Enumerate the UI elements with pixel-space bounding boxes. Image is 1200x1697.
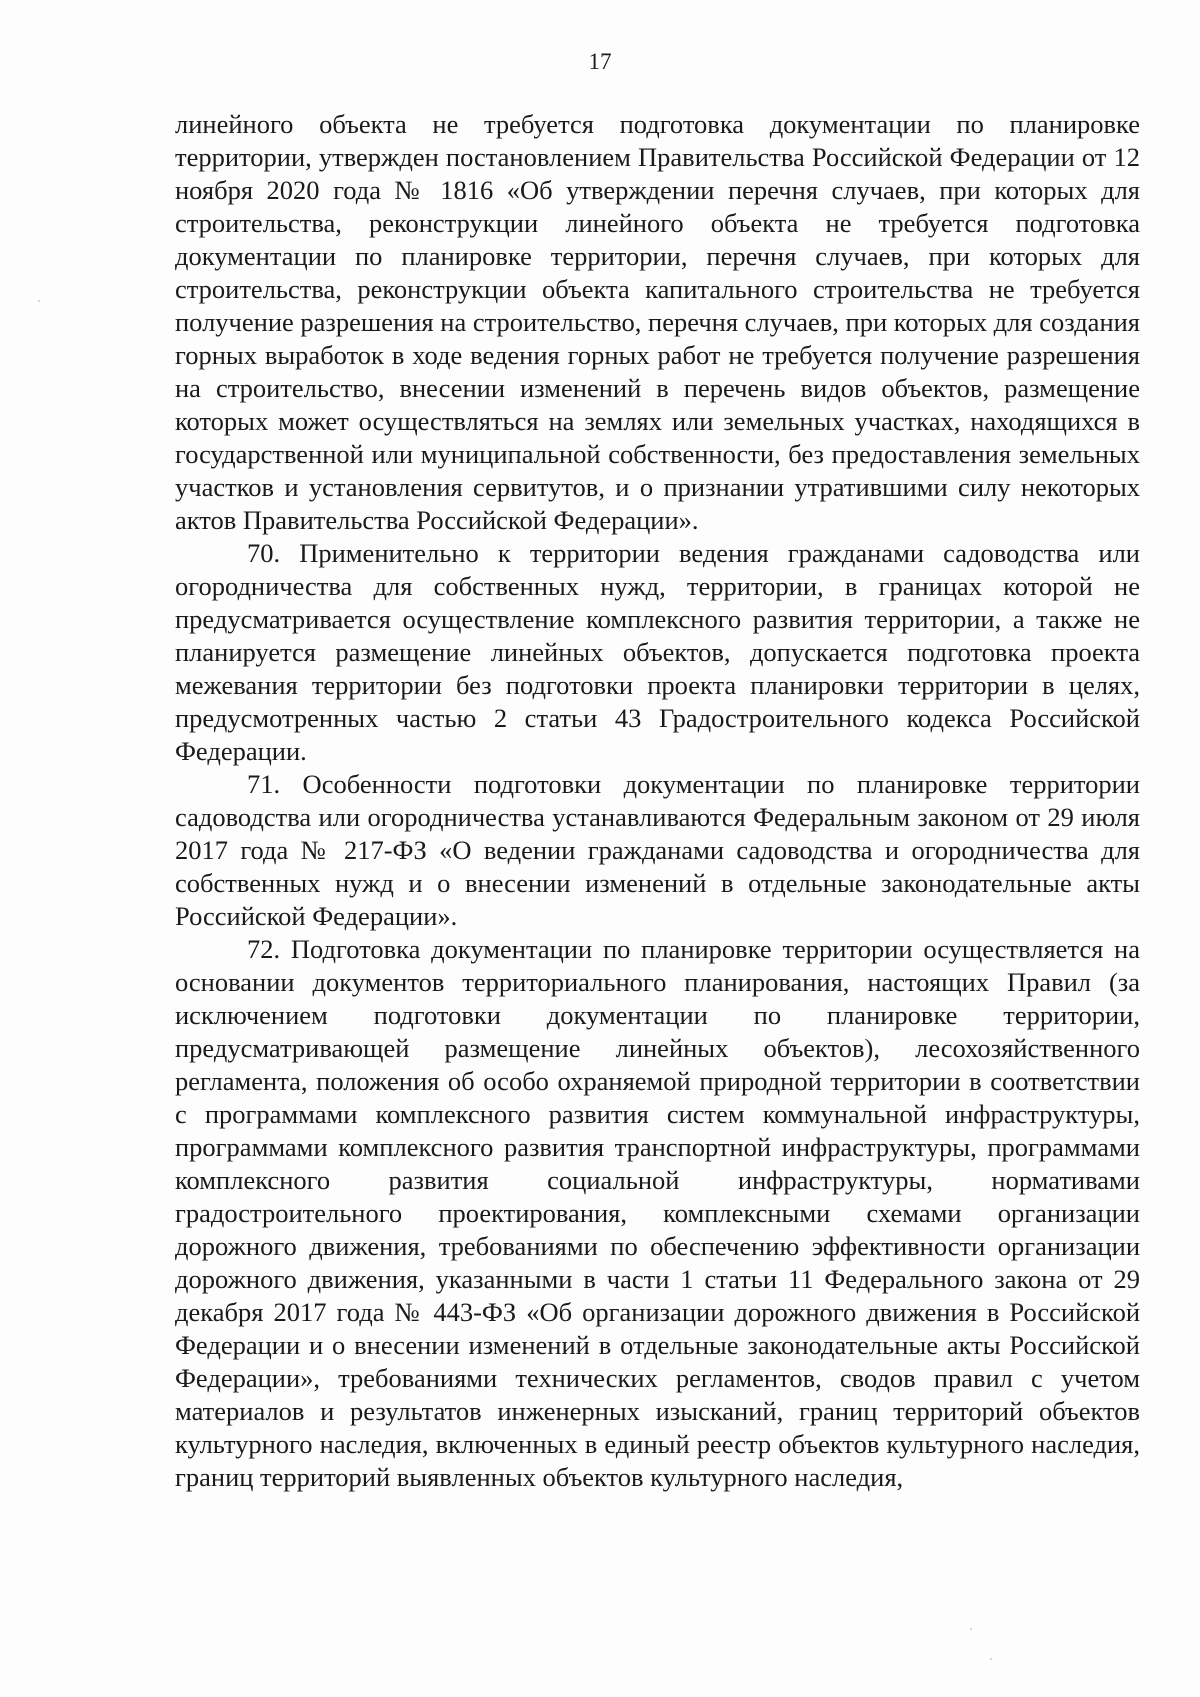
- page-number: 17: [588, 49, 612, 74]
- paragraph-71: 71. Особенности подготовки документации по планировке территории садоводства или огородничества устанавливаются Федеральным законом от 29 июля 2017 года № 217-ФЗ «О ведении гражданами садоводства и огородничества для собственных нужд и о внесении изменений в отдельные законодательные акты Российской Федерации».: [175, 769, 1140, 931]
- paragraph-70: 70. Применительно к территории ведения гражданами садоводства или огородничества для собственных нужд, территории, в границах которой не предусматривается осуществление комплексного развития территории, а также не планируется размещение линейных объектов, допускается подготовка проекта межевания территории без подготовки проекта планировки территории в целях, предусмотренных частью 2 статьи 43 Градостроительного кодекса Российской Федерации.: [175, 538, 1140, 766]
- scan-speck: [970, 1628, 972, 1630]
- paragraph-72: 72. Подготовка документации по планировке территории осуществляется на основании документов территориального планирования, настоящих Правил (за исключением подготовки документации по планировке территории, предусматривающей размещение линейных объектов), лесохозяйственного регламента, положения об особо охраняемой природной территории в соответствии с программами комплексного развития систем коммунальной инфраструктуры, программами комплексного развития транспортной инфраструктуры, программами комплексного развития социальной инфраструктуры, нормативами градостроительного проектирования, комплексными схемами организации дорожного движения, требованиями по обеспечению эффективности организации дорожного движения, указанными в части 1 статьи 11 Федерального закона от 29 декабря 2017 года № 443-ФЗ «Об организации дорожного движения в Российской Федерации и о внесении изменений в отдельные законодательные акты Российской Федерации», требованиями технических регламентов, сводов правил с учетом материалов и результатов инженерных изысканий, границ территорий объектов культурного наследия, включенных в единый реестр объектов культурного наследия, границ территорий выявленных объектов культурного наследия,: [175, 934, 1140, 1492]
- paragraph-continuation: линейного объекта не требуется подготовка документации по планировке территории, утвержден постановлением Правительства Российской Федерации от 12 ноября 2020 года № 1816 «Об утверждении перечня случаев, при которых для строительства, реконструкции линейного объекта не требуется подготовка документации по планировке территории, перечня случаев, при которых для строительства, реконструкции объекта капитального строительства не требуется получение разрешения на строительство, перечня случаев, при которых для создания горных выработок в ходе ведения горных работ не требуется получение разрешения на строительство, внесении изменений в перечень видов объектов, размещение которых может осуществляться на землях или земельных участках, находящихся в государственной или муниципальной собственности, без предоставления земельных участков и установления сервитутов, и о признании утратившими силу некоторых актов Правительства Российской Федерации».: [175, 109, 1140, 535]
- document-body: [175, 108, 1140, 1494]
- scan-speck: [38, 300, 40, 302]
- scan-speck: [990, 1658, 992, 1660]
